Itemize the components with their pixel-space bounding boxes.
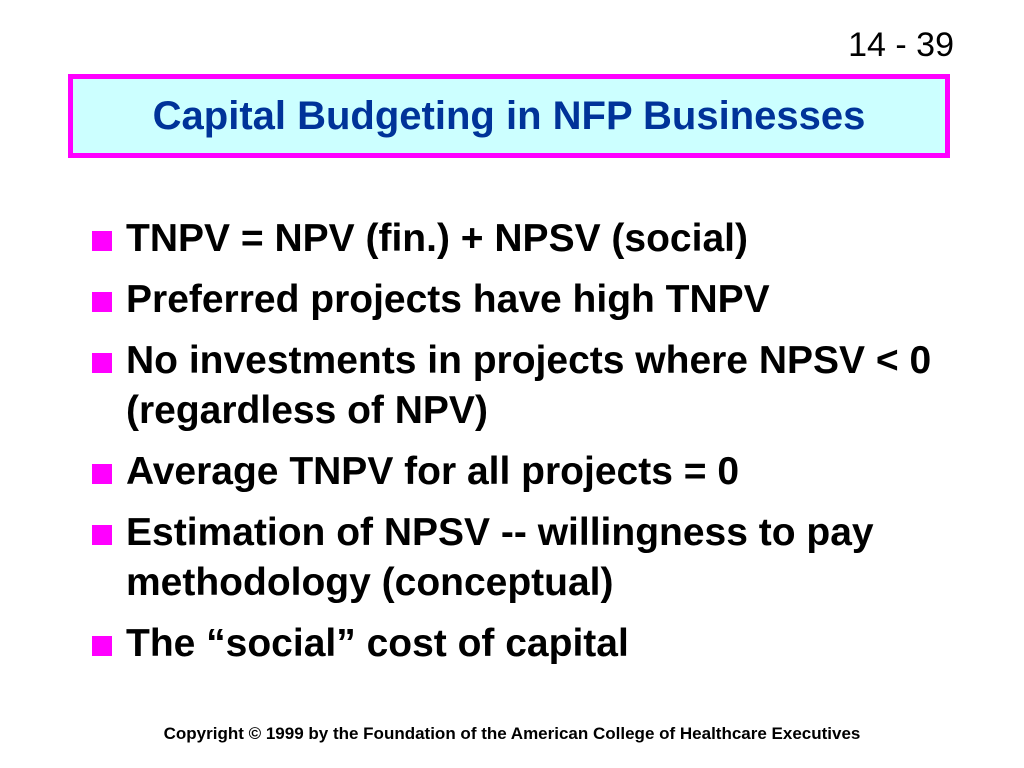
page-number: 14 - 39 (848, 26, 954, 64)
bullet-text: Estimation of NPSV -- willingness to pay methodology (conceptual) (126, 511, 874, 604)
copyright-footer: Copyright © 1999 by the Foundation of the American College of Healthcare Executives (163, 724, 861, 743)
bullet-text: TNPV = NPV (fin.) + NPSV (social) (126, 217, 748, 260)
bullet-text: The “social” cost of capital (126, 622, 629, 665)
square-bullet-icon (92, 231, 112, 251)
title-box (68, 74, 950, 158)
square-bullet-icon (92, 525, 112, 545)
bullet-text: Average TNPV for all projects = 0 (126, 450, 740, 493)
bullet-item (92, 214, 972, 264)
bullet-text: No investments in projects where NPSV < 0 (regardless of NPV) (126, 339, 932, 432)
square-bullet-icon (92, 353, 112, 373)
bullet-item (92, 619, 972, 669)
slide-title: Capital Budgeting in NFP Businesses (152, 93, 866, 138)
bullet-item (92, 275, 972, 325)
square-bullet-icon (92, 636, 112, 656)
bullet-item (92, 447, 972, 497)
square-bullet-icon (92, 292, 112, 312)
bullet-text: Preferred projects have high TNPV (126, 278, 770, 321)
bullet-item (92, 508, 972, 608)
square-bullet-icon (92, 464, 112, 484)
bullet-item (92, 336, 972, 436)
bullet-list (92, 214, 972, 680)
